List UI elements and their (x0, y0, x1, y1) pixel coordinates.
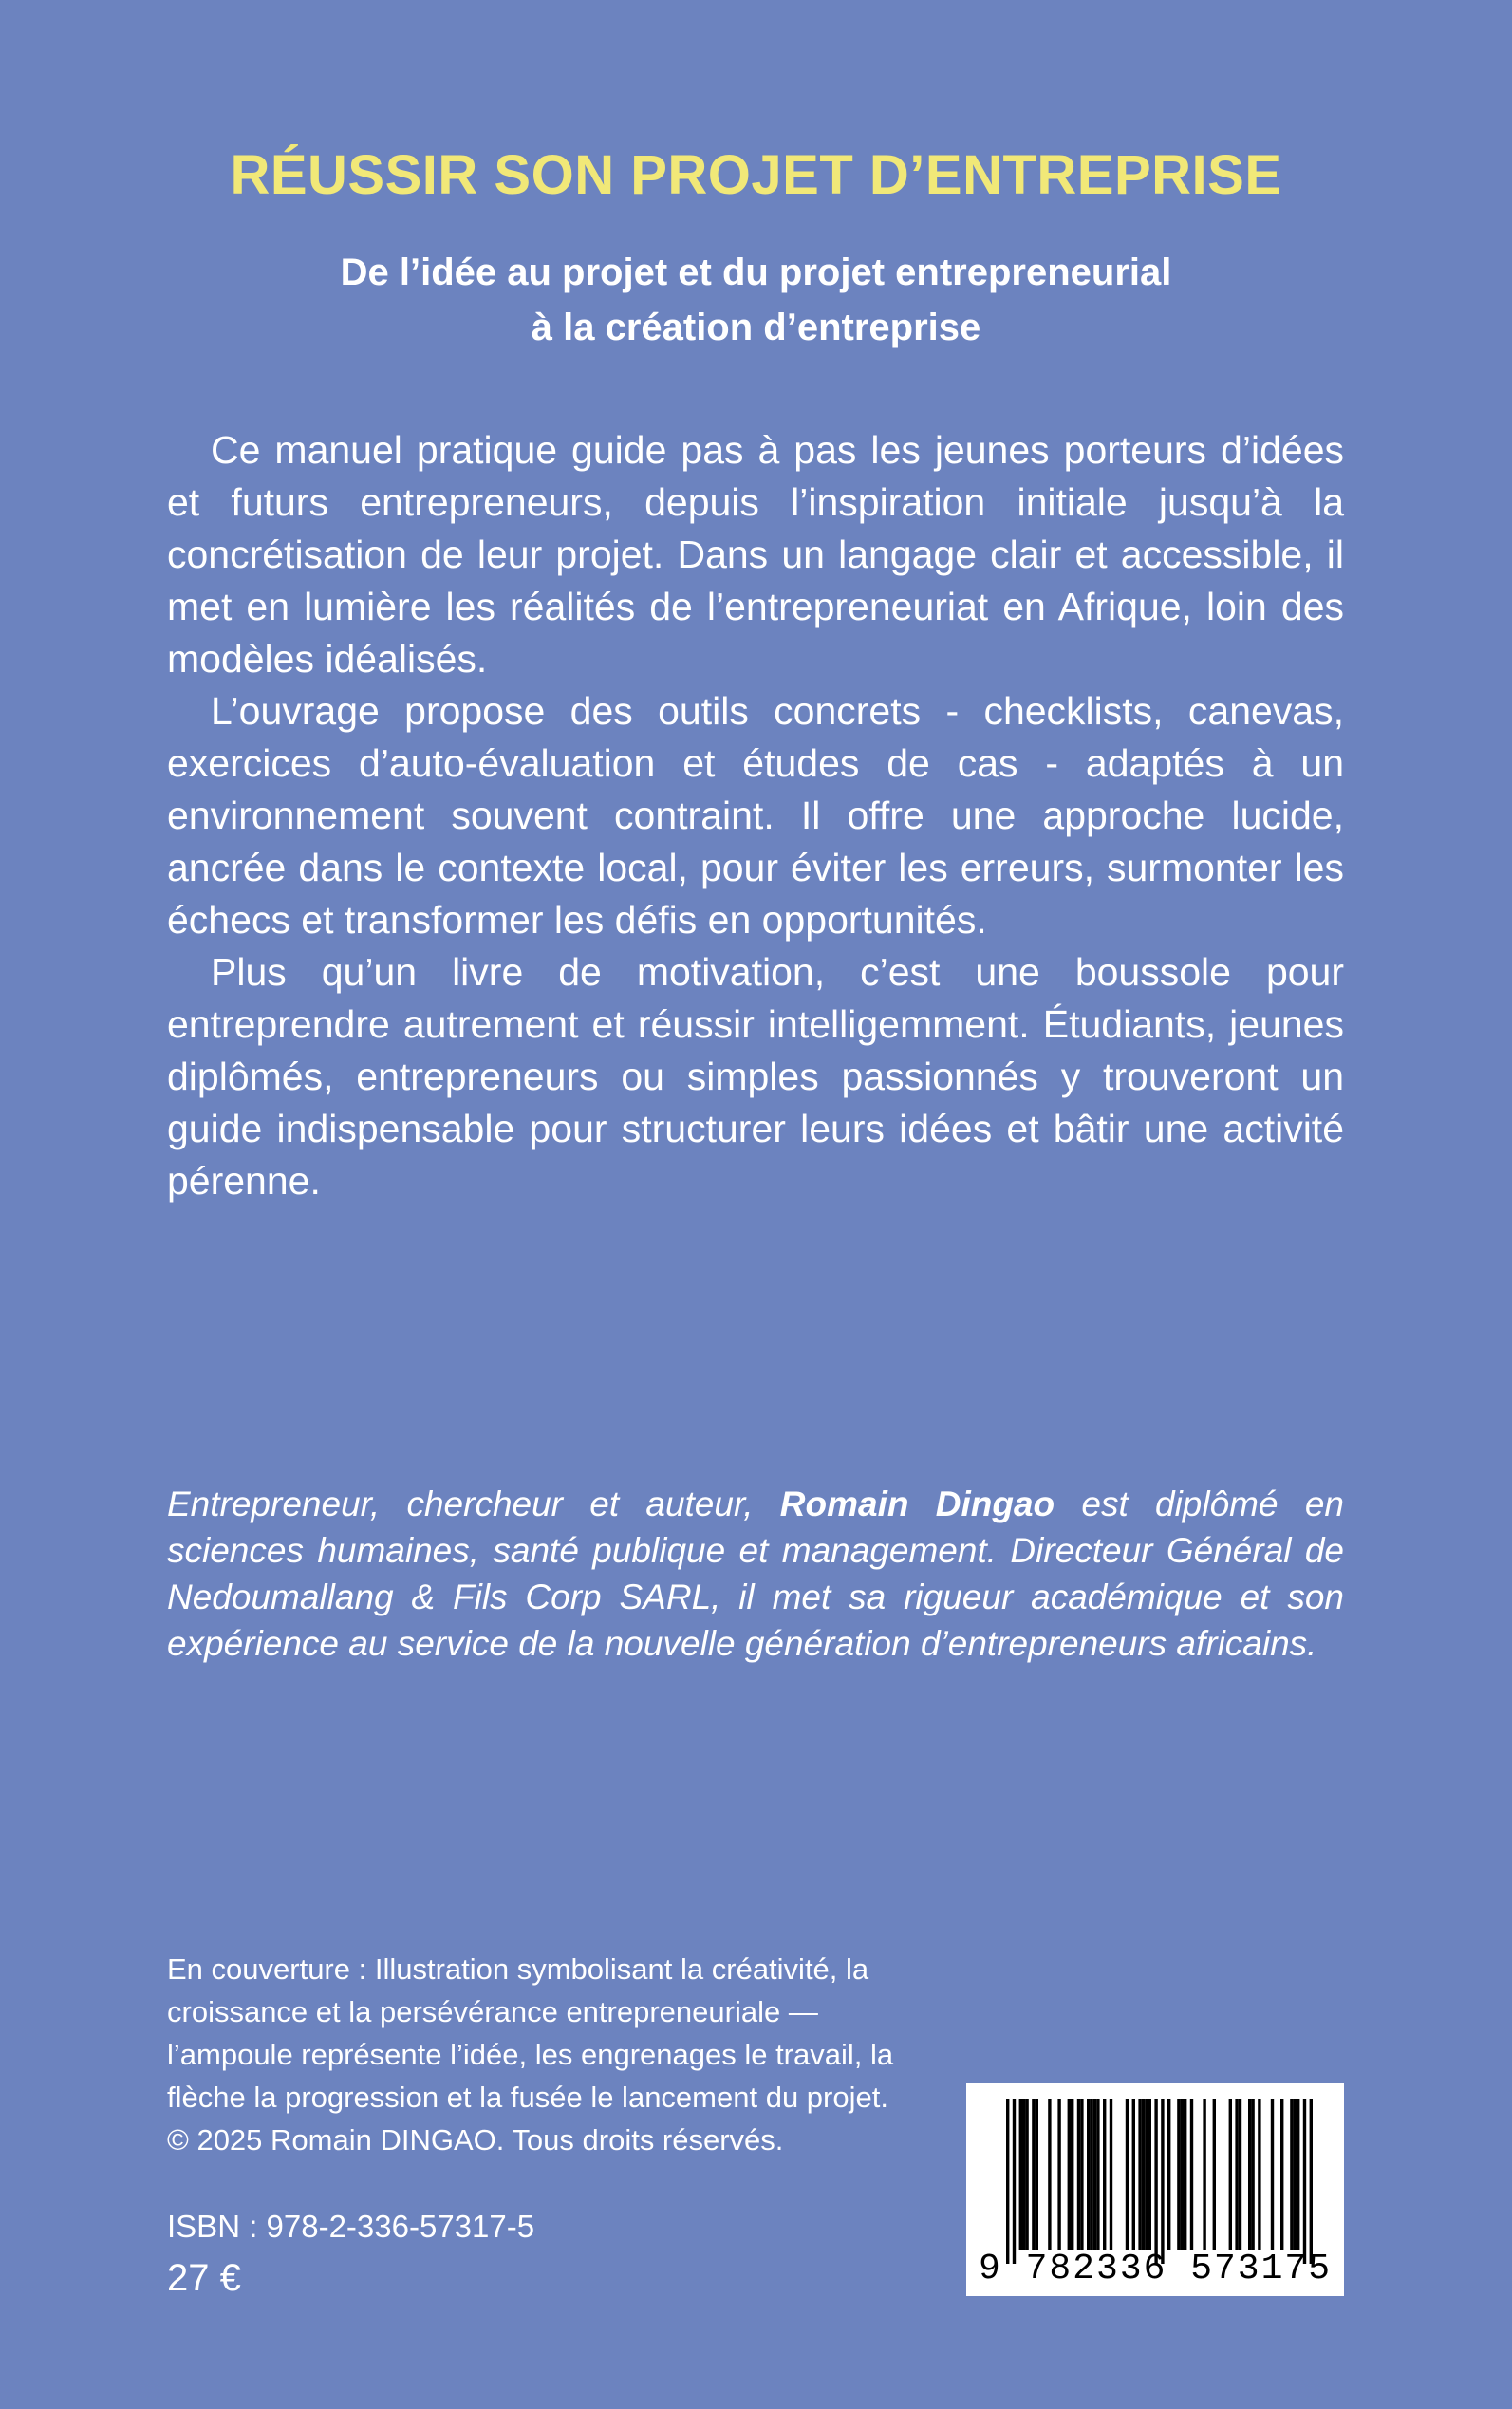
barcode-bar (1290, 2099, 1293, 2250)
barcode-bar (1006, 2099, 1009, 2264)
book-summary (167, 424, 1344, 1207)
barcode-bar (1093, 2099, 1096, 2250)
barcode-bar (1048, 2099, 1051, 2250)
barcode-digits: 9 782336 573175 (978, 2249, 1333, 2289)
barcode-bar (1013, 2099, 1016, 2264)
summary-paragraph-3: Plus qu’un livre de motivation, c’est une boussole pour entreprendre autrement et réussir intelligemment. Étudiants, jeunes diplômés, entrepreneurs ou simples passionnés y trouveront un guide indispensable pour structurer leurs idées et bâtir une activité pérenne. (167, 950, 1344, 1203)
barcode-bar (1142, 2099, 1145, 2250)
book-title: RÉUSSIR SON PROJET D’ENTREPRISE (230, 144, 1282, 206)
author-name: Romain Dingao (779, 1485, 1055, 1523)
barcode-bar (1161, 2099, 1164, 2264)
barcode (966, 2083, 1344, 2296)
barcode-bar (1025, 2099, 1028, 2250)
barcode-bar (1239, 2099, 1241, 2250)
price-label: 27 € (167, 2257, 241, 2299)
barcode-bar (1145, 2099, 1148, 2250)
barcode-bar (1019, 2099, 1022, 2250)
isbn-label: ISBN : 978-2-336-57317-5 (167, 2209, 535, 2244)
barcode-bar (1148, 2099, 1151, 2250)
barcode-bar (1126, 2099, 1129, 2250)
barcode-bar (1022, 2099, 1025, 2250)
barcode-bar (1071, 2099, 1073, 2250)
barcode-bar (1190, 2099, 1193, 2250)
subtitle-line-2: à la création d’entreprise (531, 307, 981, 348)
barcode-bar (1297, 2099, 1299, 2250)
barcode-bar (1154, 2099, 1157, 2264)
barcode-bar (1068, 2099, 1071, 2250)
barcode-bar (1303, 2099, 1306, 2264)
subtitle-line-1: De l’idée au projet et du projet entrepreneurial (340, 252, 1172, 293)
bio-intro: Entrepreneur, chercheur et auteur, (167, 1485, 780, 1523)
author-bio (167, 1481, 1344, 1667)
barcode-bar (1096, 2099, 1099, 2250)
barcode-bar (1110, 2099, 1112, 2250)
barcode-bar (1271, 2099, 1274, 2250)
barcode-bar (1184, 2099, 1186, 2250)
barcode-bar (1138, 2099, 1141, 2250)
barcode-bar (1077, 2099, 1080, 2250)
barcode-bar (1080, 2099, 1083, 2250)
barcode-bar (1248, 2099, 1251, 2250)
barcode-bar (1251, 2099, 1254, 2250)
barcode-bar (1177, 2099, 1180, 2250)
barcode-bar (1057, 2099, 1060, 2250)
barcode-bar (1036, 2099, 1038, 2250)
book-subtitle (0, 245, 1512, 355)
barcode-bar (1103, 2099, 1106, 2250)
barcode-bar (1213, 2099, 1216, 2250)
summary-paragraph-2: L’ouvrage propose des outils concrets - checklists, canevas, exercices d’auto-évaluation et études de cas - adaptés à un environnement souvent contraint. Il offre une approche lucide, ancrée dans le contexte local, pour éviter les erreurs, surmonter les échecs et transformer les défis en opportunités. (167, 689, 1344, 942)
cover-credit-note: En couverture : Illustration symbolisant la créativité, la croissance et la persévérance entrepreneuriale — l’ampoule représente l’idée, les engrenages le travail, la flèche la progression et la fusée le lancement du projet. © 2025 Romain DINGAO. Tous droits réservés. (167, 1952, 894, 2157)
barcode-bar (1167, 2099, 1170, 2250)
barcode-bar (1090, 2099, 1092, 2250)
bio-body: est diplômé en sciences humaines, santé publique et management. Directeur Général de Nedoumallang & Fils Corp SARL, il met sa rigueur académique et son expérience au service de la nouvelle génération d’entrepreneurs africains. (167, 1485, 1344, 1663)
barcode-bar (1087, 2099, 1090, 2250)
summary-paragraph-1: Ce manuel pratique guide pas à pas les jeunes porteurs d’idées et futurs entrepreneurs, depuis l’inspiration initiale jusqu’à la concrétisation de leur projet. Dans un langage clair et accessible, il met en lumière les réalités de l’entrepreneuriat en Afrique, loin des modèles idéalisés. (167, 428, 1344, 681)
barcode-bar (1280, 2099, 1283, 2250)
barcode-bar (1235, 2099, 1238, 2250)
barcode-bar (1294, 2099, 1297, 2250)
barcode-bar (1229, 2099, 1232, 2250)
barcode-bar (1258, 2099, 1260, 2250)
barcode-bar (1132, 2099, 1135, 2250)
barcode-bar (1310, 2099, 1313, 2264)
barcode-bar (1032, 2099, 1035, 2250)
barcode-bar (1181, 2099, 1184, 2250)
barcode-bar (1203, 2099, 1205, 2250)
